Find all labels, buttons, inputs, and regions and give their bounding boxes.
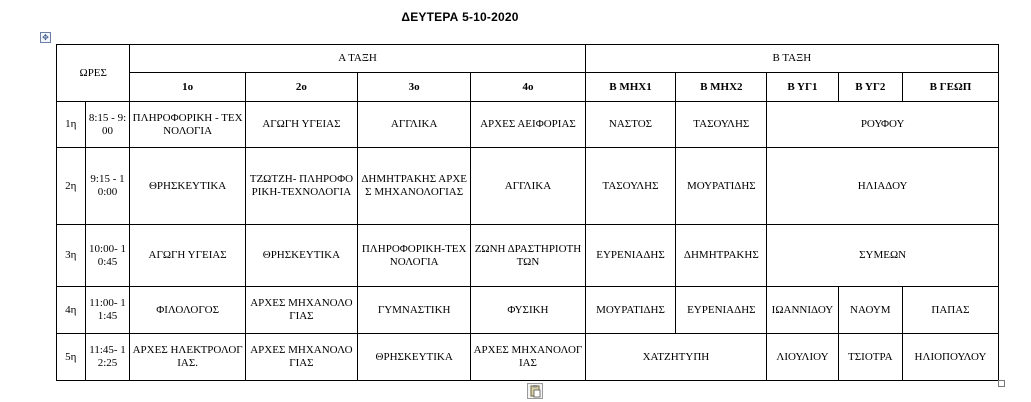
time-cell: 11:00- 11:45: [85, 287, 130, 334]
lesson-cell: ΦΥΣΙΚΗ: [471, 287, 585, 334]
a-section-1: 1ο: [130, 73, 245, 102]
a-section-2: 2ο: [245, 73, 357, 102]
lesson-cell: ΖΩΝΗ ΔΡΑΣΤΗΡΙΟΤΗΤΩΝ: [471, 225, 585, 287]
lesson-cell: ΔΗΜΗΤΡΑΚΗΣ ΑΡΧΕΣ ΜΗΧΑΝΟΛΟΓΙΑΣ: [358, 148, 471, 225]
lesson-cell: ΑΓΓΛΙΚΑ: [471, 148, 585, 225]
teacher-cell: ΜΟΥΡΑΤΙΔΗΣ: [676, 148, 767, 225]
teacher-cell: ΕΥΡΕΝΙΑΔΗΣ: [676, 287, 767, 334]
period-cell: 5η: [57, 334, 86, 381]
period-cell: 2η: [57, 148, 86, 225]
paste-options-icon[interactable]: [527, 383, 543, 399]
b-section-geop: Β ΓΕΩΠ: [902, 73, 998, 102]
teacher-cell: ΗΛΙΟΠΟΥΛΟΥ: [902, 334, 998, 381]
lesson-cell: ΦΙΛΟΛΟΓΟΣ: [130, 287, 245, 334]
teacher-cell: ΕΥΡΕΝΙΑΔΗΣ: [585, 225, 676, 287]
b-class-header: Β ΤΑΞΗ: [585, 45, 998, 73]
table-row: [57, 102, 999, 148]
page-title: ΔΕΥΤΕΡΑ 5-10-2020: [401, 10, 519, 24]
table-move-handle-icon[interactable]: ✥: [40, 32, 51, 43]
lesson-cell: ΑΡΧΕΣ ΑΕΙΦΟΡΙΑΣ: [471, 102, 585, 148]
hours-header: ΩΡΕΣ: [57, 45, 130, 102]
teacher-cell: ΜΟΥΡΑΤΙΔΗΣ: [585, 287, 676, 334]
teacher-cell: ΝΑΣΤΟΣ: [585, 102, 676, 148]
a-section-4: 4ο: [471, 73, 585, 102]
b-section-mhx2: Β ΜΗΧ2: [676, 73, 767, 102]
timetable: [56, 44, 999, 381]
lesson-cell: ΘΡΗΣΚΕΥΤΙΚΑ: [358, 334, 471, 381]
lesson-cell: ΘΡΗΣΚΕΥΤΙΚΑ: [245, 225, 357, 287]
time-cell: 9:15 - 10:00: [85, 148, 130, 225]
time-cell: 8:15 - 9:00: [85, 102, 130, 148]
lesson-cell: ΑΓΓΛΙΚΑ: [358, 102, 471, 148]
lesson-cell: ΠΛΗΡΟΦΟΡΙΚΗ - ΤΕΧΝΟΛΟΓΙΑ: [130, 102, 245, 148]
table-row: [57, 287, 999, 334]
teacher-cell: ΝΑΟΥΜ: [838, 287, 902, 334]
a-section-3: 3ο: [358, 73, 471, 102]
lesson-cell: ΓΥΜΝΑΣΤΙΚΗ: [358, 287, 471, 334]
teacher-cell: ΛΙΟΥΛΙΟΥ: [767, 334, 838, 381]
table-row: [57, 334, 999, 381]
period-cell: 3η: [57, 225, 86, 287]
lesson-cell: ΘΡΗΣΚΕΥΤΙΚΑ: [130, 148, 245, 225]
teacher-cell-merged: ΡΟΥΦΟΥ: [767, 102, 999, 148]
teacher-cell: ΤΑΣΟΥΛΗΣ: [676, 102, 767, 148]
lesson-cell: ΤΖΩΤΖΗ- ΠΛΗΡΟΦΟΡΙΚΗ-ΤΕΧΝΟΛΟΓΙΑ: [245, 148, 357, 225]
teacher-cell: ΙΩΑΝΝΙΔΟΥ: [767, 287, 838, 334]
b-section-yg1: Β ΥΓ1: [767, 73, 838, 102]
table-row: [57, 148, 999, 225]
lesson-cell: ΑΡΧΕΣ ΜΗΧΑΝΟΛΟΓΙΑΣ: [245, 334, 357, 381]
table-resize-handle[interactable]: [998, 380, 1005, 387]
lesson-cell: ΑΡΧΕΣ ΗΛΕΚΤΡΟΛΟΓΙΑΣ.: [130, 334, 245, 381]
b-section-mhx1: Β ΜΗΧ1: [585, 73, 676, 102]
lesson-cell: ΑΡΧΕΣ ΜΗΧΑΝΟΛΟΓΙΑΣ: [245, 287, 357, 334]
lesson-cell: ΑΓΩΓΗ ΥΓΕΙΑΣ: [245, 102, 357, 148]
time-cell: 10:00- 10:45: [85, 225, 130, 287]
lesson-cell: ΑΡΧΕΣ ΜΗΧΑΝΟΛΟΓΙΑΣ: [471, 334, 585, 381]
lesson-cell: ΑΓΩΓΗ ΥΓΕΙΑΣ: [130, 225, 245, 287]
b-section-yg2: Β ΥΓ2: [838, 73, 902, 102]
teacher-cell-merged: ΣΥΜΕΩΝ: [767, 225, 999, 287]
teacher-cell-merged: ΧΑΤΖΗΤΥΠΗ: [585, 334, 767, 381]
teacher-cell: ΠΑΠΑΣ: [902, 287, 998, 334]
table-row: [57, 225, 999, 287]
lesson-cell: ΠΛΗΡΟΦΟΡΙΚΗ-ΤΕΧΝΟΛΟΓΙΑ: [358, 225, 471, 287]
teacher-cell-merged: ΗΛΙΑΔΟΥ: [767, 148, 999, 225]
teacher-cell: ΤΣΙΟΤΡΑ: [838, 334, 902, 381]
period-cell: 1η: [57, 102, 86, 148]
time-cell: 11:45- 12:25: [85, 334, 130, 381]
teacher-cell: ΤΑΣΟΥΛΗΣ: [585, 148, 676, 225]
teacher-cell: ΔΗΜΗΤΡΑΚΗΣ: [676, 225, 767, 287]
period-cell: 4η: [57, 287, 86, 334]
a-class-header: Α ΤΑΞΗ: [130, 45, 585, 73]
